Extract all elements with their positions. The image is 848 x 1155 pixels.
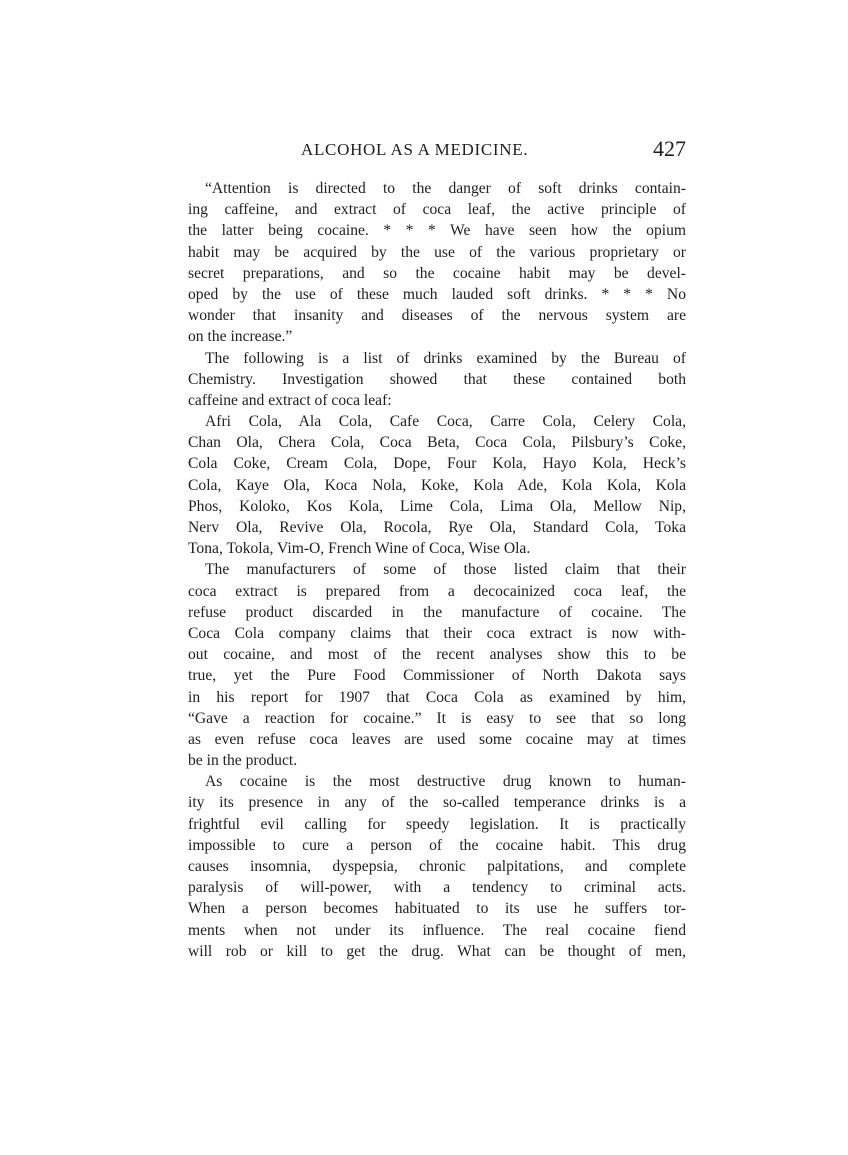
text-line: causes insomnia, dyspepsia, chronic palpitations, and complete [188, 858, 686, 875]
text-line: The manufacturers of some of those listed claim that their [205, 561, 686, 579]
text-line: ing caffeine, and extract of coca leaf, the active principle of [188, 201, 686, 219]
text-line: will rob or kill to get the drug. What can be thought of men, [188, 942, 686, 960]
text-line: Cola Coke, Cream Cola, Dope, Four Kola, Hayo Kola, Heck’s [188, 455, 686, 473]
text-line: wonder that insanity and diseases of the nervous system are [188, 307, 686, 325]
text-line: refuse product discarded in the manufacture of cocaine. The [188, 603, 686, 621]
text-line: as even refuse coca leaves are used some cocaine may at times [188, 730, 686, 748]
text-line: ity its presence in any of the so-called temperance drinks is a [188, 794, 686, 812]
text-line: Afri Cola, Ala Cola, Cafe Coca, Carre Cola, Celery Cola, [205, 413, 686, 431]
text-line: Tona, Tokola, Vim-O, French Wine of Coca, Wise Ola. [188, 540, 531, 558]
running-title: ALCOHOL AS A MEDICINE. [301, 140, 529, 159]
text-line: Cola, Kaye Ola, Koca Nola, Koke, Kola Ade, Kola Kola, Kola [188, 476, 686, 494]
text-line: Phos, Koloko, Kos Kola, Lime Cola, Lima Ola, Mellow Nip, [188, 497, 686, 515]
text-line: The following is a list of drinks examined by the Bureau of [205, 349, 686, 367]
text-line: Chan Ola, Chera Cola, Coca Beta, Coca Cola, Pilsbury’s Coke, [188, 434, 686, 452]
text-line: on the increase.” [188, 328, 293, 346]
text-line: frightful evil calling for speedy legislation. It is practically [188, 815, 686, 833]
text-line: in his report for 1907 that Coca Cola as examined by him, [188, 688, 686, 706]
body-text [188, 178, 686, 962]
text-line: paralysis of will-power, with a tendency to criminal acts. [188, 879, 686, 897]
text-line: out cocaine, and most of the recent analyses show this to be [188, 646, 686, 664]
text-line: oped by the use of these much lauded soft drinks. * * * No [188, 285, 686, 303]
text-line: coca extract is prepared from a decocainized coca leaf, the [188, 582, 686, 600]
text-line: Chemistry. Investigation showed that these contained both [188, 370, 686, 388]
text-line: Nerv Ola, Revive Ola, Rocola, Rye Ola, Standard Cola, Toka [188, 519, 686, 536]
text-line: caffeine and extract of coca leaf: [188, 391, 392, 409]
text-line: be in the product. [188, 752, 298, 770]
text-line: habit may be acquired by the use of the various proprietary or [188, 243, 686, 261]
text-line: “Attention is directed to the danger of soft drinks contain- [205, 180, 686, 197]
text-line: Coca Cola company claims that their coca extract is now with- [188, 624, 686, 642]
page-number: 427 [653, 136, 686, 161]
text-line: true, yet the Pure Food Commissioner of North Dakota says [188, 667, 686, 685]
text-line: “Gave a reaction for cocaine.” It is easy to see that so long [188, 709, 686, 727]
text-line: secret preparations, and so the cocaine habit may be devel- [188, 264, 686, 282]
text-line: ments when not under its influence. The real cocaine fiend [188, 921, 686, 939]
text-line: the latter being cocaine. * * * We have seen how the opium [188, 222, 686, 240]
text-line: As cocaine is the most destructive drug known to human- [205, 773, 686, 791]
text-line: impossible to cure a person of the cocaine habit. This drug [188, 836, 686, 854]
text-line: When a person becomes habituated to its use he suffers tor- [188, 900, 686, 918]
running-head [188, 136, 686, 166]
